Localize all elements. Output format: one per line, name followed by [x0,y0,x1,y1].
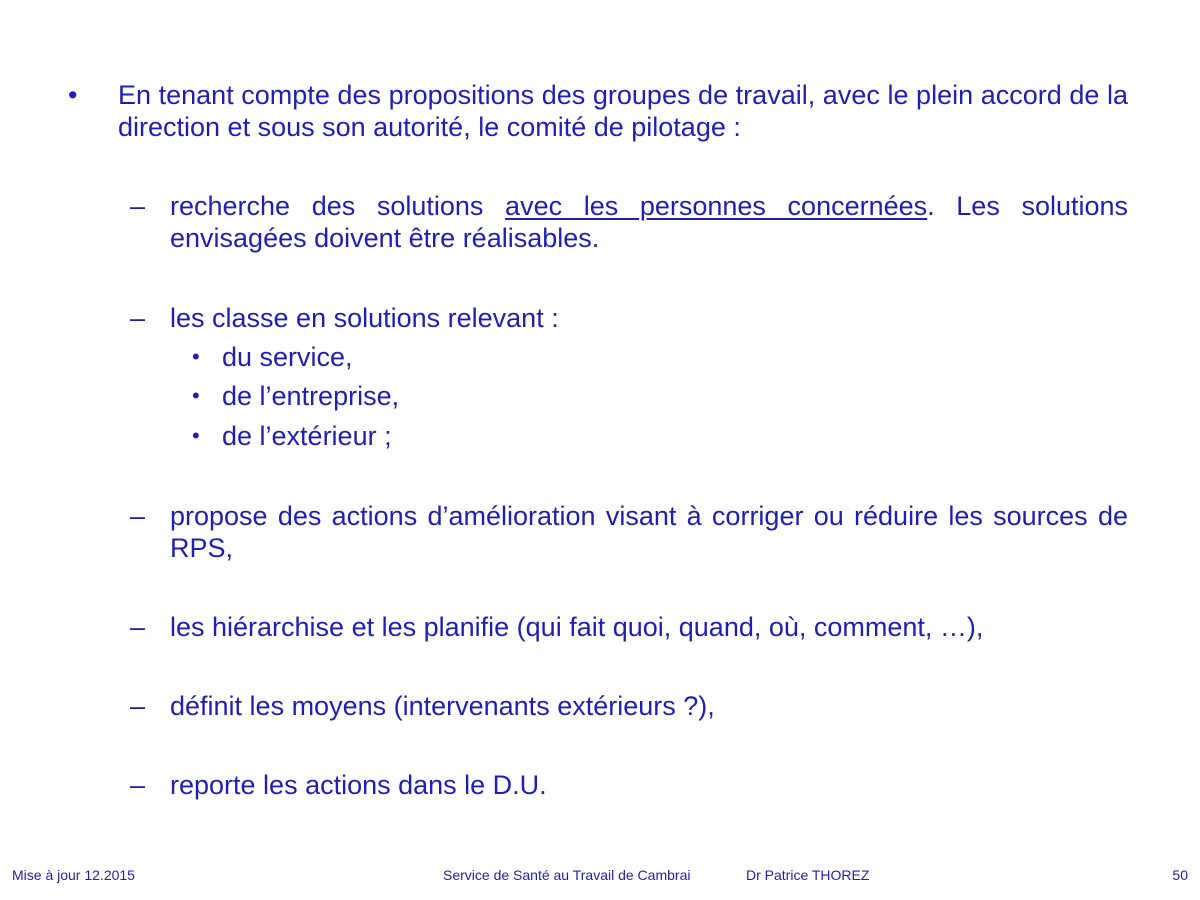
footer-update-date: Mise à jour 12.2015 [12,867,135,883]
intro-paragraph: En tenant compte des propositions des groupes de travail, avec le plein accord de la direction et sous son autorité, le comité de pilotage : [118,80,1128,142]
item-propose-actions: propose des actions d’amélioration visant à corriger ou réduire les sources de RPS, [170,501,1128,563]
bullet-icon: • [68,80,78,110]
dash-icon: – [130,501,146,531]
item-hierarchise: les hiérarchise et les planifie (qui fait quoi, quand, où, comment, …), [170,612,984,642]
footer-service-name: Service de Santé au Travail de Cambrai [443,867,691,883]
dash-icon: – [130,303,146,333]
dash-icon: – [130,612,146,642]
sub-item-exterieur: de l’extérieur ; [222,421,392,451]
item-text-part: recherche des solutions [170,191,506,221]
sub-bullet-icon: • [192,344,200,369]
sub-item-service: du service, [222,342,353,372]
underlined-phrase: avec les personnes concernées [505,191,928,221]
sub-item-entreprise: de l’entreprise, [222,381,400,411]
item-text-part: . Les solutions envisagées doivent être réalisables. [170,191,1129,253]
dash-icon: – [130,691,146,721]
sub-bullet-icon: • [192,383,200,408]
footer-page-number: 50 [1172,867,1188,883]
dash-icon: – [130,191,146,221]
dash-icon: – [130,770,146,800]
item-classe-solutions: les classe en solutions relevant : [170,303,559,333]
item-recherche-solutions [170,190,1128,254]
sub-bullet-icon: • [192,423,200,448]
item-reporte-actions: reporte les actions dans le D.U. [170,770,547,800]
footer-author: Dr Patrice THOREZ [746,867,870,883]
item-definit-moyens: définit les moyens (intervenants extérieurs ?), [170,691,715,721]
